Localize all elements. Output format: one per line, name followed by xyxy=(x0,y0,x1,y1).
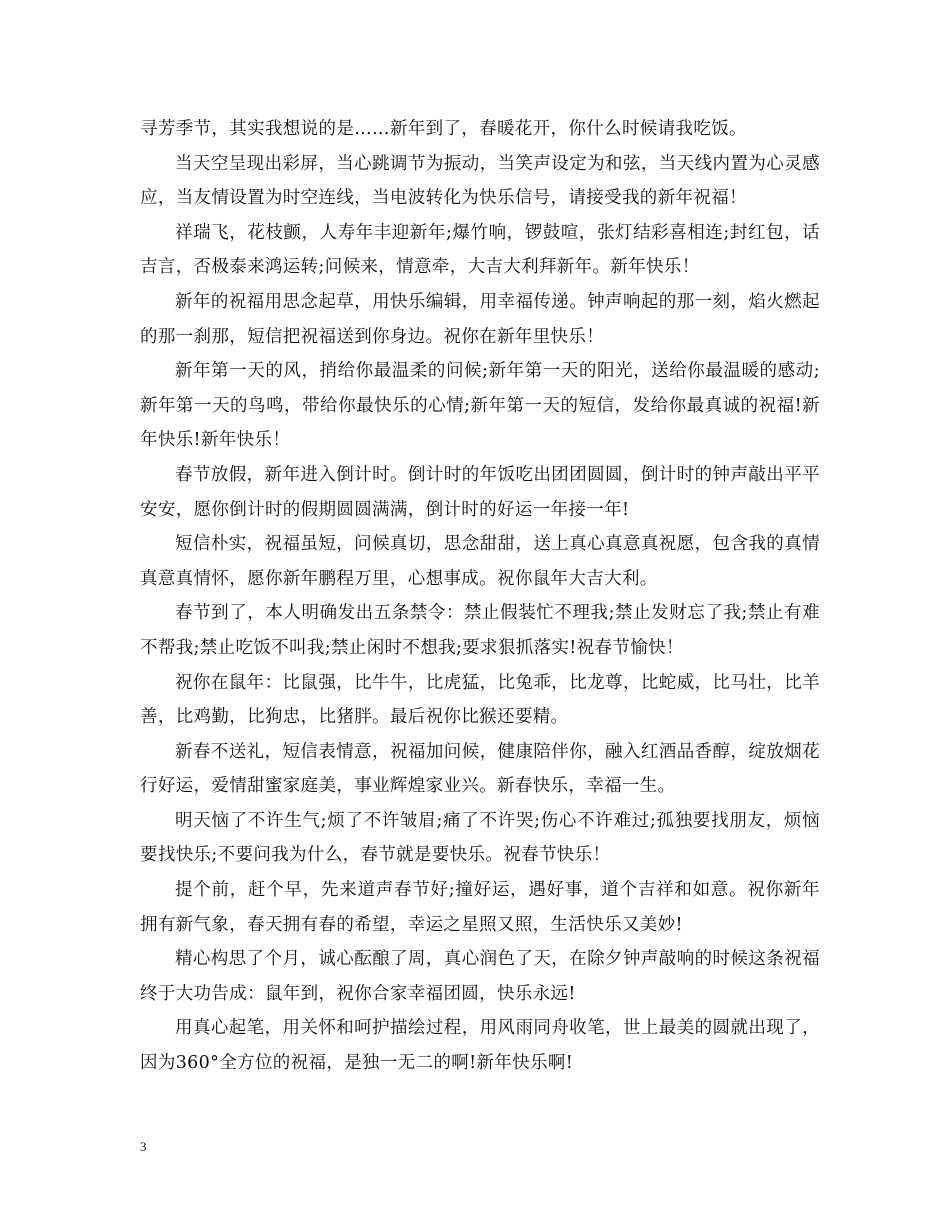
paragraph: 当天空呈现出彩屏，当心跳调节为振动，当笑声设定为和弦，当天线内置为心灵感应，当友情设置为时空连线，当电波转化为快乐信号，请接受我的新年祝福！ xyxy=(140,153,820,209)
paragraph: 新春不送礼，短信表情意，祝福加问候，健康陪伴你，融入红酒品香醇，绽放烟花行好运，爱情甜蜜家庭美，事业辉煌家业兴。新春快乐，幸福一生。 xyxy=(140,741,820,797)
paragraph: 明天恼了不许生气;烦了不许皱眉;痛了不许哭;伤心不许难过;孤独要找朋友，烦恼要找快乐;不要问我为什么，春节就是要快乐。祝春节快乐！ xyxy=(140,810,820,866)
paragraph: 祝你在鼠年：比鼠强，比牛牛，比虎猛，比兔乖，比龙尊，比蛇威，比马壮，比羊善，比鸡勤，比狗忠，比猪胖。最后祝你比猴还要精。 xyxy=(140,672,820,728)
paragraph: 新年的祝福用思念起草，用快乐编辑，用幸福传递。钟声响起的那一刻，焰火燃起的那一刹那，短信把祝福送到你身边。祝你在新年里快乐！ xyxy=(140,291,820,347)
page-number: 3 xyxy=(140,1139,147,1154)
paragraph: 精心构思了个月，诚心酝酿了周，真心润色了天，在除夕钟声敲响的时候这条祝福终于大功告成：鼠年到，祝你合家幸福团圆，快乐永远! xyxy=(140,949,820,1004)
paragraph: 提个前，赶个早，先来道声春节好;撞好运，遇好事，道个吉祥和如意。祝你新年拥有新气象，春天拥有春的希望，幸运之星照又照，生活快乐又美妙! xyxy=(140,880,820,935)
paragraph: 新年第一天的风，捎给你最温柔的问候;新年第一天的阳光，送给你最温暖的感动;新年第一天的鸟鸣，带给你最快乐的心情;新年第一天的短信，发给你最真诚的祝福!新年快乐!新年快乐！ xyxy=(140,361,820,451)
paragraph: 春节放假，新年进入倒计时。倒计时的年饭吃出团团圆圆，倒计时的钟声敲出平平安安，愿你倒计时的假期圆圆满满，倒计时的好运一年接一年! xyxy=(140,464,820,520)
paragraph: 短信朴实，祝福虽短，问候真切，思念甜甜，送上真心真意真祝愿，包含我的真情真意真情怀，愿你新年鹏程万里，心想事成。祝你鼠年大吉大利。 xyxy=(140,534,820,589)
paragraph: 春节到了，本人明确发出五条禁令：禁止假装忙不理我;禁止发财忘了我;禁止有难不帮我;禁止吃饭不叫我;禁止闲时不想我;要求狠抓落实!祝春节愉快！ xyxy=(140,603,820,658)
paragraph: 寻芳季节，其实我想说的是……新年到了，春暖花开，你什么时候请我吃饭。 xyxy=(140,119,747,139)
paragraph: 用真心起笔，用关怀和呵护描绘过程，用风雨同舟收笔，世上最美的圆就出现了，因为360°全方位的祝福，是独一无二的啊!新年快乐啊! xyxy=(140,1018,820,1074)
paragraph: 祥瑞飞，花枝颤，人寿年丰迎新年;爆竹响，锣鼓喧，张灯结彩喜相连;封红包，话吉言，否极泰来鸿运转;问候来，情意牵，大吉大利拜新年。新年快乐！ xyxy=(140,222,820,278)
document-body xyxy=(140,112,820,1081)
